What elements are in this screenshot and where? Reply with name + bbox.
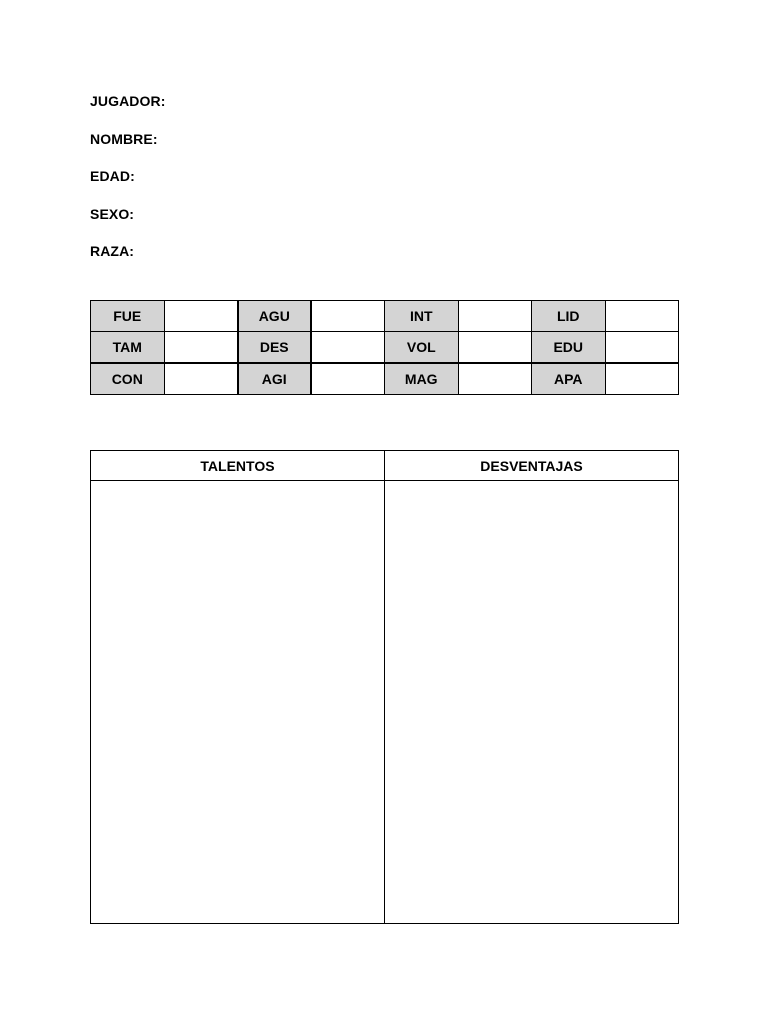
stat-label-vol: VOL	[385, 332, 459, 364]
stat-label-des: DES	[238, 332, 312, 364]
field-label: JUGADOR:	[90, 93, 166, 109]
stat-value-agi[interactable]	[311, 363, 385, 395]
stat-label-fue: FUE	[91, 301, 165, 332]
field-raza	[90, 243, 171, 281]
field-label: EDAD:	[90, 168, 135, 184]
field-nombre	[90, 131, 171, 169]
stats-row	[91, 363, 679, 395]
stat-value-con[interactable]	[164, 363, 238, 395]
stat-label-apa: APA	[532, 363, 606, 395]
stat-label-con: CON	[91, 363, 165, 395]
talents-area[interactable]	[91, 481, 385, 924]
traits-table	[90, 450, 679, 924]
talents-header: TALENTOS	[91, 451, 385, 481]
disadvantages-header: DESVENTAJAS	[385, 451, 679, 481]
field-label: RAZA:	[90, 243, 135, 259]
stat-value-agu[interactable]	[311, 301, 385, 332]
field-sexo	[90, 206, 171, 244]
stat-value-tam[interactable]	[164, 332, 238, 364]
stat-label-lid: LID	[532, 301, 606, 332]
character-fields	[90, 93, 171, 281]
stat-value-vol[interactable]	[458, 332, 532, 364]
stat-label-int: INT	[385, 301, 459, 332]
stats-row	[91, 301, 679, 332]
stat-value-lid[interactable]	[605, 301, 679, 332]
stat-value-mag[interactable]	[458, 363, 532, 395]
traits-header-row	[91, 451, 679, 481]
field-edad	[90, 168, 171, 206]
field-label: NOMBRE:	[90, 130, 158, 147]
disadvantages-area[interactable]	[385, 481, 679, 924]
stat-value-apa[interactable]	[605, 363, 679, 395]
stats-table	[90, 300, 679, 395]
field-label: SEXO:	[90, 205, 135, 222]
traits-body-row	[91, 481, 679, 924]
field-jugador	[90, 93, 171, 131]
stat-label-mag: MAG	[385, 363, 459, 395]
stat-value-fue[interactable]	[164, 301, 238, 332]
stat-label-edu: EDU	[532, 332, 606, 364]
stat-label-agu: AGU	[238, 301, 312, 332]
stat-value-int[interactable]	[458, 301, 532, 332]
stat-value-edu[interactable]	[605, 332, 679, 364]
stat-label-tam: TAM	[91, 332, 165, 364]
stat-value-des[interactable]	[311, 332, 385, 364]
stat-label-agi: AGI	[238, 363, 312, 395]
stats-row	[91, 332, 679, 364]
